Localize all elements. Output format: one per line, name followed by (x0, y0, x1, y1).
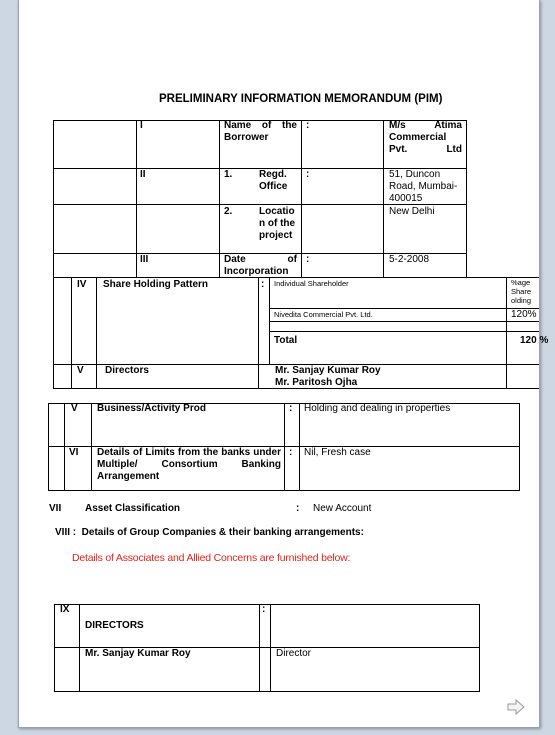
colon: : (306, 169, 310, 180)
asset-classification-value: New Account (313, 503, 372, 514)
location-label: Location of the project (259, 206, 296, 241)
borrower-name-label: Name of the Borrower (224, 120, 297, 143)
colon: : (306, 120, 310, 131)
sub-number: 1. (224, 169, 233, 180)
row-number: II (140, 169, 146, 180)
shareholder-percent: 120% (511, 309, 537, 320)
borrower-name-value: M/s Atima Commercial Pvt. Ltd (389, 120, 462, 155)
business-value: Holding and dealing in properties (304, 403, 451, 414)
document-title: PRELIMINARY INFORMATION MEMORANDUM (PIM) (159, 93, 443, 105)
director-name: Mr. Paritosh Ojha (275, 377, 358, 388)
colon: : (296, 503, 300, 514)
director-name: Mr. Sanjay Kumar Roy (275, 365, 381, 376)
directors-header: DIRECTORS (85, 620, 144, 631)
colon: : (289, 403, 293, 414)
share-holding-label: Share Holding Pattern (103, 279, 209, 290)
colon: : (262, 604, 266, 615)
colon: : (261, 279, 265, 290)
directors-label: Directors (105, 365, 149, 376)
total-value: 120 % (520, 335, 549, 346)
sub-number: 2. (224, 206, 233, 217)
location-value: New Delhi (389, 206, 435, 217)
colon: : (306, 254, 310, 265)
business-label: Business/Activity Prod (97, 403, 206, 414)
row-number: VI (69, 447, 79, 458)
row-number: IX (60, 604, 70, 615)
total-label: Total (274, 335, 298, 346)
row-number: I (140, 120, 143, 131)
shareholder-name: Nivedita Commercial Pvt. Ltd. (274, 310, 373, 319)
limits-label: Details of Limits from the banks under Multiple/ Consortium Banking Arrangement (97, 447, 281, 482)
arrow-right-icon[interactable] (507, 699, 525, 720)
colon: : (289, 447, 293, 458)
row-number: V (77, 365, 84, 376)
director-name: Mr. Sanjay Kumar Roy (85, 648, 191, 659)
regd-office-value: 51, Duncon Road, Mumbai-400015 (389, 169, 458, 204)
director-role: Director (276, 648, 312, 659)
limits-value: Nil, Fresh case (304, 447, 371, 458)
row-number: VII (49, 503, 62, 514)
incorporation-value: 5-2-2008 (389, 254, 430, 265)
percent-column-header: %age Share olding (511, 278, 532, 305)
shareholder-column-header: Individual Shareholder (274, 279, 349, 288)
document-page (18, 0, 549, 728)
incorporation-label: Date of Incorporation (224, 254, 297, 277)
associates-note: Details of Associates and Allied Concerns are furnished below: (72, 552, 351, 564)
regd-office-label: Regd. Office (259, 169, 288, 192)
group-companies-heading: VIII : Details of Group Companies & their banking arrangements: (55, 527, 364, 538)
row-number: III (140, 254, 149, 265)
asset-classification-label: Asset Classification (85, 503, 181, 514)
row-number: IV (77, 279, 87, 290)
row-number: V (71, 403, 78, 414)
